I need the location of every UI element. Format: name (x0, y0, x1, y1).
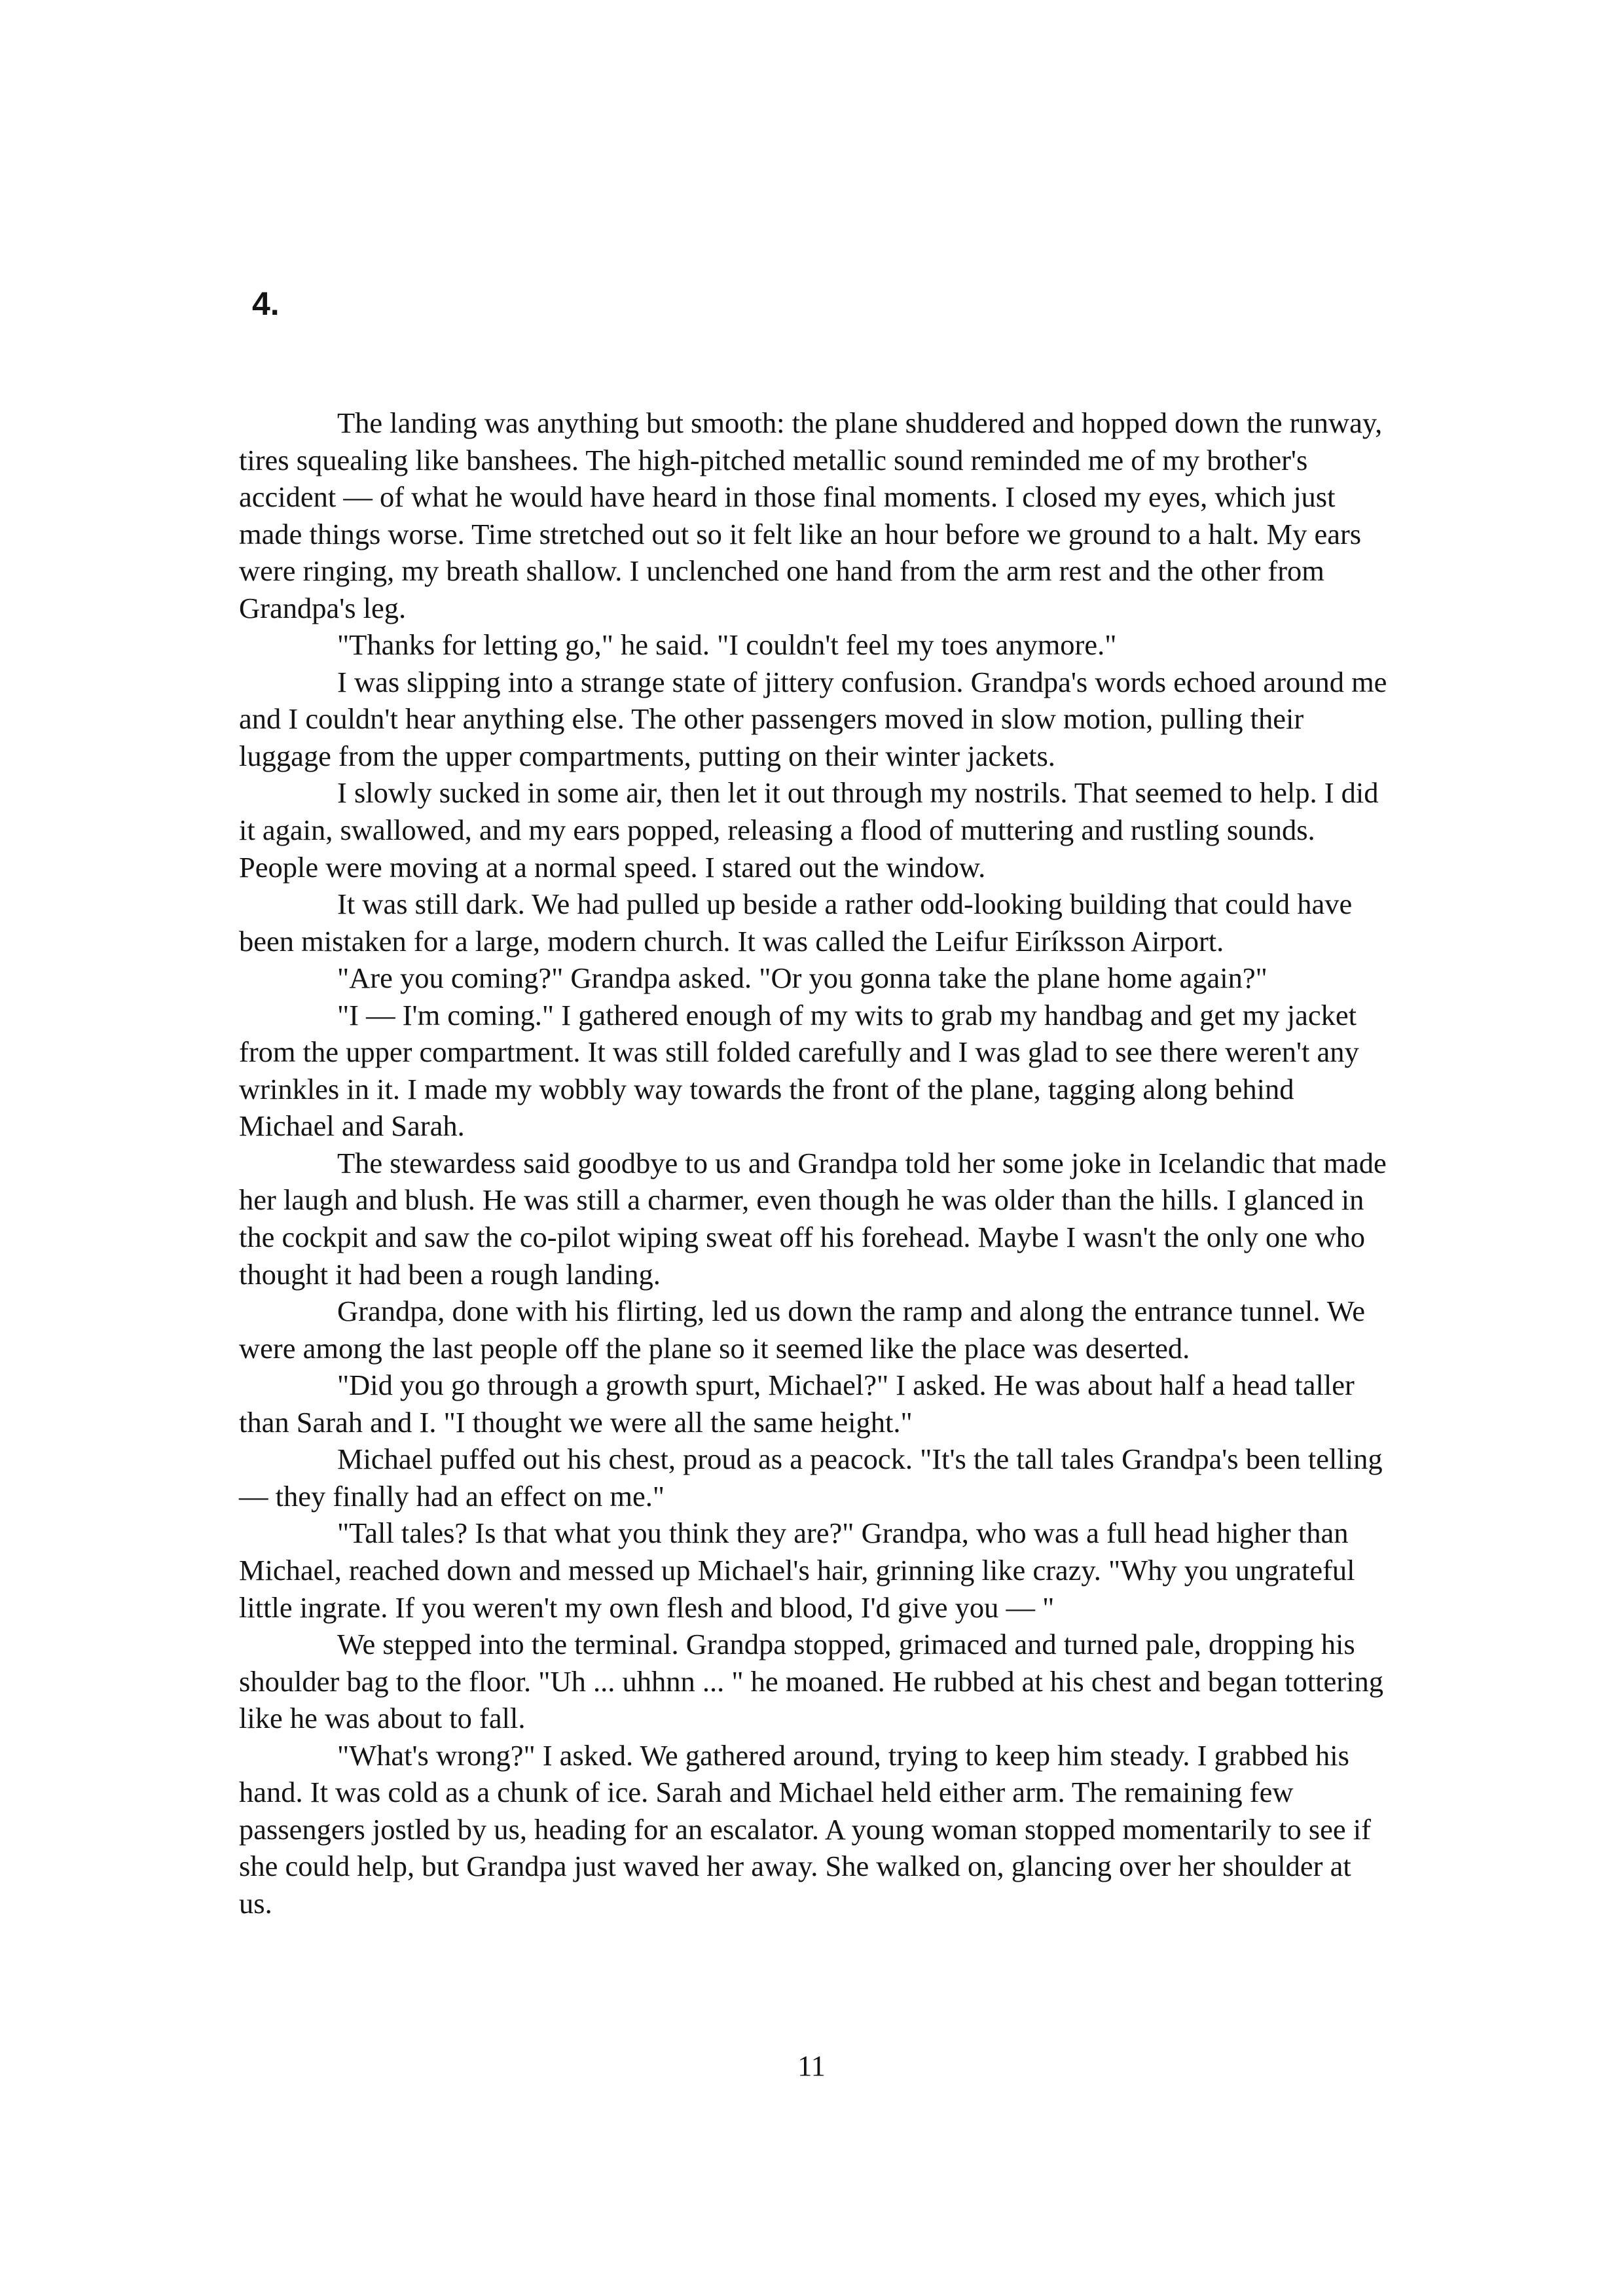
paragraph: "Did you go through a growth spurt, Michael?" I asked. He was about half a head taller than Sarah and I. "I thought we were all the same height." (239, 1369, 1355, 1439)
paragraph: I was slipping into a strange state of jittery confusion. Grandpa's words echoed around me and I couldn't hear anything else. The other passengers moved in slow motion, pulling their luggage from the upper compartments, putting on their winter jackets. (239, 665, 1387, 772)
paragraph: "Are you coming?" Grandpa asked. "Or you gonna take the plane home again?" (337, 961, 1267, 995)
paragraph: Michael puffed out his chest, proud as a peacock. "It's the tall tales Grandpa's been telling — they finally had an effect on me." (239, 1443, 1383, 1513)
paragraph: "Thanks for letting go," he said. "I couldn't feel my toes anymore." (337, 628, 1117, 662)
paragraph: I slowly sucked in some air, then let it out through my nostrils. That seemed to help. I did it again, swallowed, and my ears popped, releasing a flood of muttering and rustling sounds. People were moving at a normal speed. I stared out the window. (239, 776, 1379, 884)
paragraph: Grandpa, done with his flirting, led us down the ramp and along the entrance tunnel. We were among the last people off the plane so it seemed like the place was deserted. (239, 1295, 1365, 1365)
paragraph: "Tall tales? Is that what you think they are?" Grandpa, who was a full head higher than Michael, reached down and messed up Michael's hair, grinning like crazy. "Why you ungrateful little ingrate. If you weren't my own flesh and blood, I'd give you — " (239, 1516, 1355, 1624)
paragraph: We stepped into the terminal. Grandpa stopped, grimaced and turned pale, dropping his shoulder bag to the floor. "Uh ... uhhnn ... " he moaned. He rubbed at his chest and began tottering like he was about to fall. (239, 1628, 1383, 1735)
paragraph: The stewardess said goodbye to us and Grandpa told her some joke in Icelandic that made her laugh and blush. He was still a charmer, even though he was older than the hills. I glanced in the cockpit and saw the co-pilot wiping sweat off his forehead. Maybe I wasn't the only one who thought it had been a rough landing. (239, 1146, 1387, 1291)
page-number: 11 (797, 2049, 826, 2082)
paragraph: "What's wrong?" I asked. We gathered around, trying to keep him steady. I grabbed his hand. It was cold as a chunk of ice. Sarah and Michael held either arm. The remaining few passengers jostled by us, heading for an escalator. A young woman stopped momentarily to see if she could help, but Grandpa just waved her away. She walked on, glancing over her shoulder at us. (239, 1738, 1371, 1920)
paragraph: The landing was anything but smooth: the plane shuddered and hopped down the runway, tires squealing like banshees. The high-pitched metallic sound reminded me of my brother's accident — of what he would have heard in those final moments. I closed my eyes, which just made things worse. Time stretched out so it felt like an hour before we ground to a halt. My ears were ringing, my breath shallow. I unclenched one hand from the arm rest and the other from Grandpa's leg. (239, 406, 1383, 624)
paragraph: "I — I'm coming." I gathered enough of my wits to grab my handbag and get my jacket from the upper compartment. It was still folded carefully and I was glad to see there weren't any wrinkles in it. I made my wobbly way towards the front of the plane, tagging along behind Michael and Sarah. (239, 998, 1359, 1143)
body-text (239, 404, 1391, 1922)
chapter-heading: 4. (252, 285, 280, 322)
paragraph: It was still dark. We had pulled up beside a rather odd-looking building that could have been mistaken for a large, modern church. It was called the Leifur Eiríksson Airport. (239, 888, 1353, 958)
